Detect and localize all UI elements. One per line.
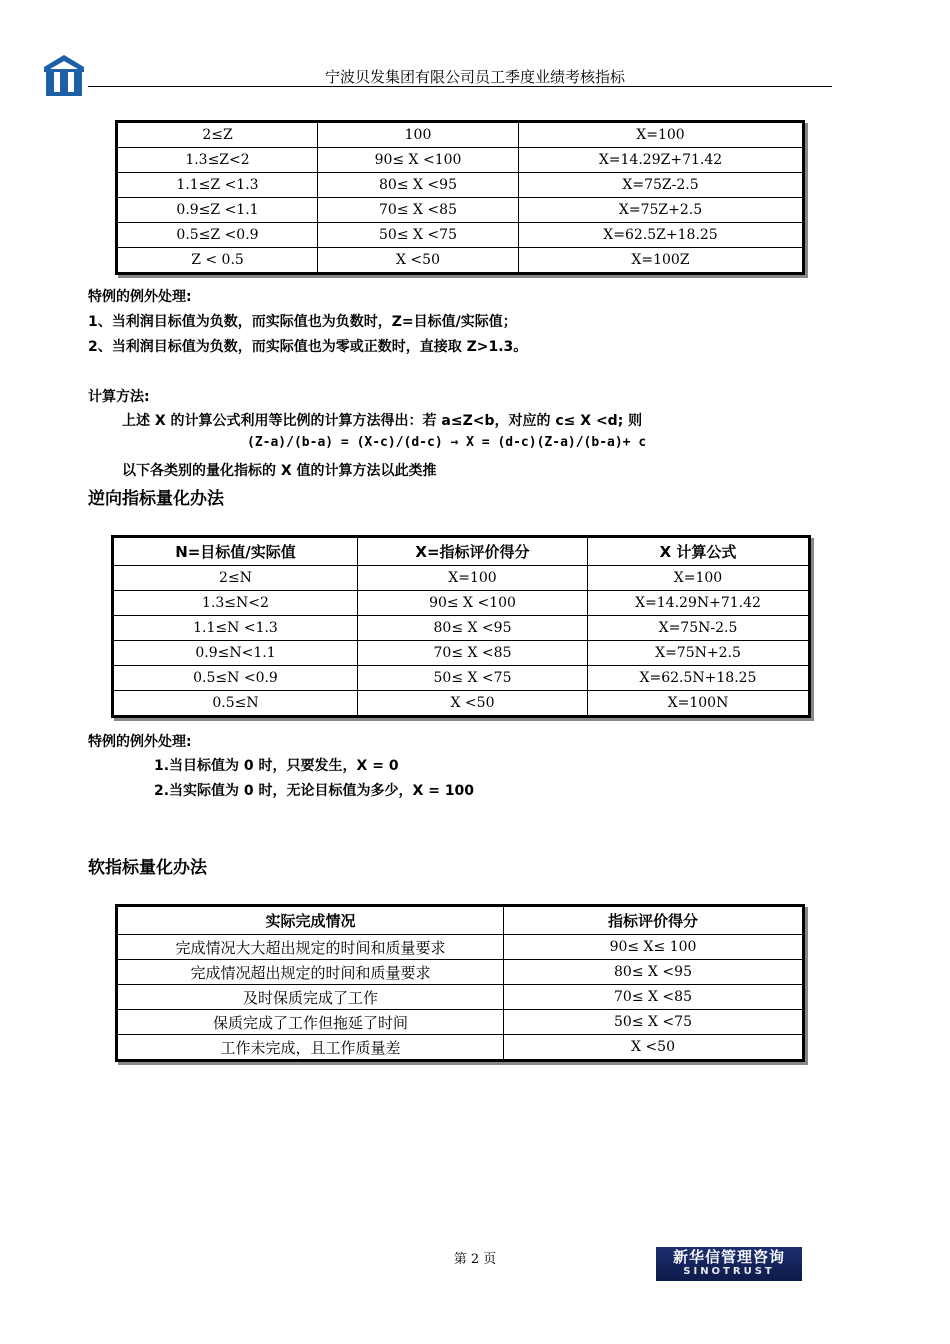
table-row	[113, 616, 810, 641]
logo-text-en: SINOTRUST	[683, 1266, 775, 1277]
table-row	[117, 148, 804, 173]
table-cell: 0.5≤N <0.9	[113, 666, 358, 691]
table-cell: X=75N-2.5	[588, 616, 810, 641]
table-row	[113, 666, 810, 691]
method-line: 以下各类别的量化指标的 X 值的计算方法以此类推	[122, 463, 437, 479]
table-cell: 0.9≤Z <1.1	[117, 198, 318, 223]
table-cell: 80≤ X <95	[358, 616, 588, 641]
table-cell: 50≤ X <75	[318, 223, 519, 248]
column-header: X 计算公式	[588, 537, 810, 566]
table-cell: 0.5≤Z <0.9	[117, 223, 318, 248]
exception-item: 1、当利润目标值为负数，而实际值也为负数时，Z=目标值/实际值；	[88, 314, 517, 330]
header-divider	[88, 86, 832, 87]
table-cell: 1.1≤N <1.3	[113, 616, 358, 641]
section-heading-soft: 软指标量化办法	[88, 858, 207, 878]
exceptions-title: 特例的例外处理:	[88, 289, 192, 305]
table-header-row	[117, 906, 804, 935]
section-heading-reverse: 逆向指标量化办法	[88, 489, 224, 509]
table-row	[117, 223, 804, 248]
table-cell: 90≤ X <100	[358, 591, 588, 616]
table-cell: X=75Z+2.5	[519, 198, 804, 223]
table-cell: Z < 0.5	[117, 248, 318, 274]
table-cell: 工作未完成，且工作质量差	[117, 1035, 504, 1061]
table-row	[117, 985, 804, 1010]
table-cell: X=75N+2.5	[588, 641, 810, 666]
table-cell: 80≤ X <95	[318, 173, 519, 198]
table-cell: X=62.5Z+18.25	[519, 223, 804, 248]
table-cell: 2≤Z	[117, 122, 318, 148]
table-row	[117, 198, 804, 223]
table-cell: 50≤ X <75	[358, 666, 588, 691]
table-cell: X=100Z	[519, 248, 804, 274]
table-cell: 及时保质完成了工作	[117, 985, 504, 1010]
table-row	[113, 691, 810, 717]
exception-item: 2.当实际值为 0 时，无论目标值为多少，X = 100	[154, 783, 475, 799]
soft-indicator-table	[115, 904, 805, 1062]
table-cell: 70≤ X <85	[318, 198, 519, 223]
table-row	[113, 641, 810, 666]
table-cell: 2≤N	[113, 566, 358, 591]
table-cell: X=100N	[588, 691, 810, 717]
column-header: 实际完成情况	[117, 906, 504, 935]
method-title: 计算方法:	[88, 389, 150, 405]
table-cell: X=100	[519, 122, 804, 148]
table-row	[117, 173, 804, 198]
table-cell: 1.3≤Z<2	[117, 148, 318, 173]
table-cell: 100	[318, 122, 519, 148]
profit-score-table	[115, 120, 805, 275]
table-cell: X=75Z-2.5	[519, 173, 804, 198]
table-cell: X=100	[358, 566, 588, 591]
table-cell: 70≤ X <85	[504, 985, 804, 1010]
table-cell: 80≤ X <95	[504, 960, 804, 985]
table-cell: X=62.5N+18.25	[588, 666, 810, 691]
table-row	[117, 248, 804, 274]
table-cell: X=14.29N+71.42	[588, 591, 810, 616]
table-cell: 1.1≤Z <1.3	[117, 173, 318, 198]
table-cell: 90≤ X≤ 100	[504, 935, 804, 960]
logo-text-cn: 新华信管理咨询	[672, 1248, 785, 1266]
table-cell: 完成情况大大超出规定的时间和质量要求	[117, 935, 504, 960]
table-row	[113, 591, 810, 616]
method-line: 上述 X 的计算公式利用等比例的计算方法得出：若 a≤Z<b，对应的 c≤ X <d; 则	[122, 413, 643, 429]
table-cell: 70≤ X <85	[358, 641, 588, 666]
table-cell: X <50	[358, 691, 588, 717]
table-cell: X=100	[588, 566, 810, 591]
exception-item: 1.当目标值为 0 时，只要发生，X = 0	[154, 758, 399, 774]
page-number: 第 2 页	[453, 1252, 497, 1267]
table-cell: 90≤ X <100	[318, 148, 519, 173]
column-header: X=指标评价得分	[358, 537, 588, 566]
sinotrust-logo	[656, 1247, 802, 1281]
table-cell: 0.5≤N	[113, 691, 358, 717]
table-row	[113, 566, 810, 591]
reverse-indicator-table	[111, 535, 811, 718]
table-cell: 50≤ X <75	[504, 1010, 804, 1035]
table-cell: 完成情况超出规定的时间和质量要求	[117, 960, 504, 985]
table-row	[117, 122, 804, 148]
table-cell: X <50	[504, 1035, 804, 1061]
table-cell: 0.9≤N<1.1	[113, 641, 358, 666]
table-header-row	[113, 537, 810, 566]
table-cell: X <50	[318, 248, 519, 274]
column-header: 指标评价得分	[504, 906, 804, 935]
page-header-title: 宁波贝发集团有限公司员工季度业绩考核指标	[324, 68, 625, 86]
table-row	[117, 1035, 804, 1061]
table-cell: 1.3≤N<2	[113, 591, 358, 616]
table-cell: X=14.29Z+71.42	[519, 148, 804, 173]
exceptions-title: 特例的例外处理:	[88, 734, 192, 750]
exception-item: 2、当利润目标值为负数，而实际值也为零或正数时，直接取 Z>1.3。	[88, 339, 528, 355]
table-row	[117, 935, 804, 960]
table-row	[117, 1010, 804, 1035]
table-cell: 保质完成了工作但拖延了时间	[117, 1010, 504, 1035]
method-formula: (Z-a)/(b-a) = (X-c)/(d-c) → X = (d-c)(Z-a)/(b-a)+ c	[247, 435, 647, 450]
column-header: N=目标值/实际值	[113, 537, 358, 566]
table-row	[117, 960, 804, 985]
